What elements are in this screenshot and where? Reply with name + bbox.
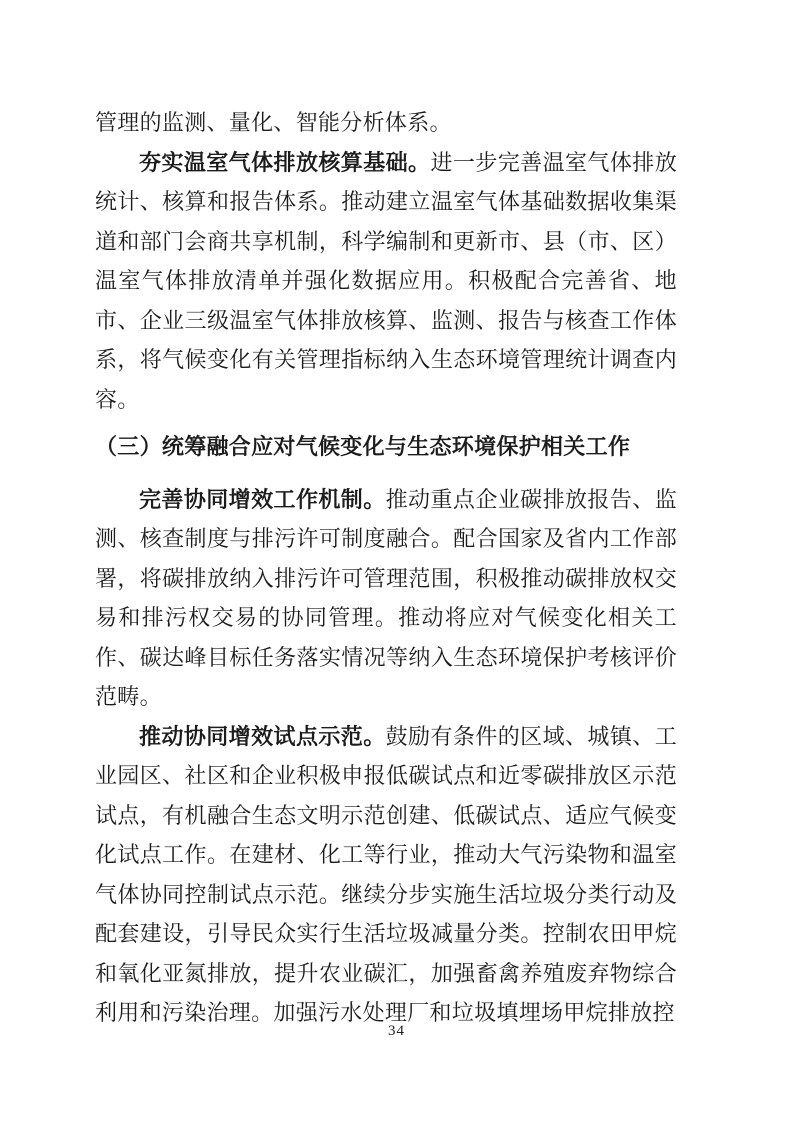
paragraph-text: 鼓励有条件的区域、城镇、工业园区、社区和企业积极申报低碳试点和近零碳排放区示范试点，有机融合生态文明示范创建、低碳试点、适应气候变化试点工作。在建材、化工等行业，推动大气污染物和温室气体协同控制试点示范。继续分步实施生活垃圾分类行动及配套建设，引导民众实行生活垃圾减量分类。控制农田甲烷和氧化亚氮排放，提升农业碳汇，加强畜禽养殖废弃物综合利用和污染治理。加强污水处理厂和垃圾填埋场甲烷排放控 <box>95 723 677 1025</box>
paragraph-text: 推动重点企业碳排放报告、监测、核查制度与排污许可制度融合。配合国家及省内工作部署，将碳排放纳入排污许可管理范围，积极推动碳排放权交易和排污权交易的协同管理。推动将应对气候变化相关工作、碳达峰目标任务落实情况等纳入生态环境保护考核评价范畴。 <box>95 486 677 709</box>
paragraph-continuation <box>95 103 677 143</box>
paragraph-text: 进一步完善温室气体排放统计、核算和报告体系。推动建立温室气体基础数据收集渠道和部门会商共享机制，科学编制和更新市、县（市、区）温室气体排放清单并强化数据应用。积极配合完善省、地市、企业三级温室气体排放核算、监测、报告与核查工作体系，将气候变化有关管理指标纳入生态环境管理统计调查内容。 <box>95 149 677 412</box>
paragraph-synergy-mechanism <box>95 480 677 717</box>
paragraph-lead: 完善协同增效工作机制。 <box>139 486 386 512</box>
page-footer <box>0 1022 793 1040</box>
paragraph-lead: 夯实温室气体排放核算基础。 <box>139 149 431 175</box>
section-heading: （三）统筹融合应对气候变化与生态环境保护相关工作 <box>95 434 631 459</box>
page-number: 34 <box>388 1023 405 1039</box>
paragraph-lead: 推动协同增效试点示范。 <box>139 723 386 749</box>
paragraph-pilot-demonstration <box>95 717 677 1033</box>
paragraph-text: 管理的监测、量化、智能分析体系。 <box>95 110 452 135</box>
page-body <box>95 103 677 1033</box>
paragraph-accounting-basis <box>95 143 677 420</box>
